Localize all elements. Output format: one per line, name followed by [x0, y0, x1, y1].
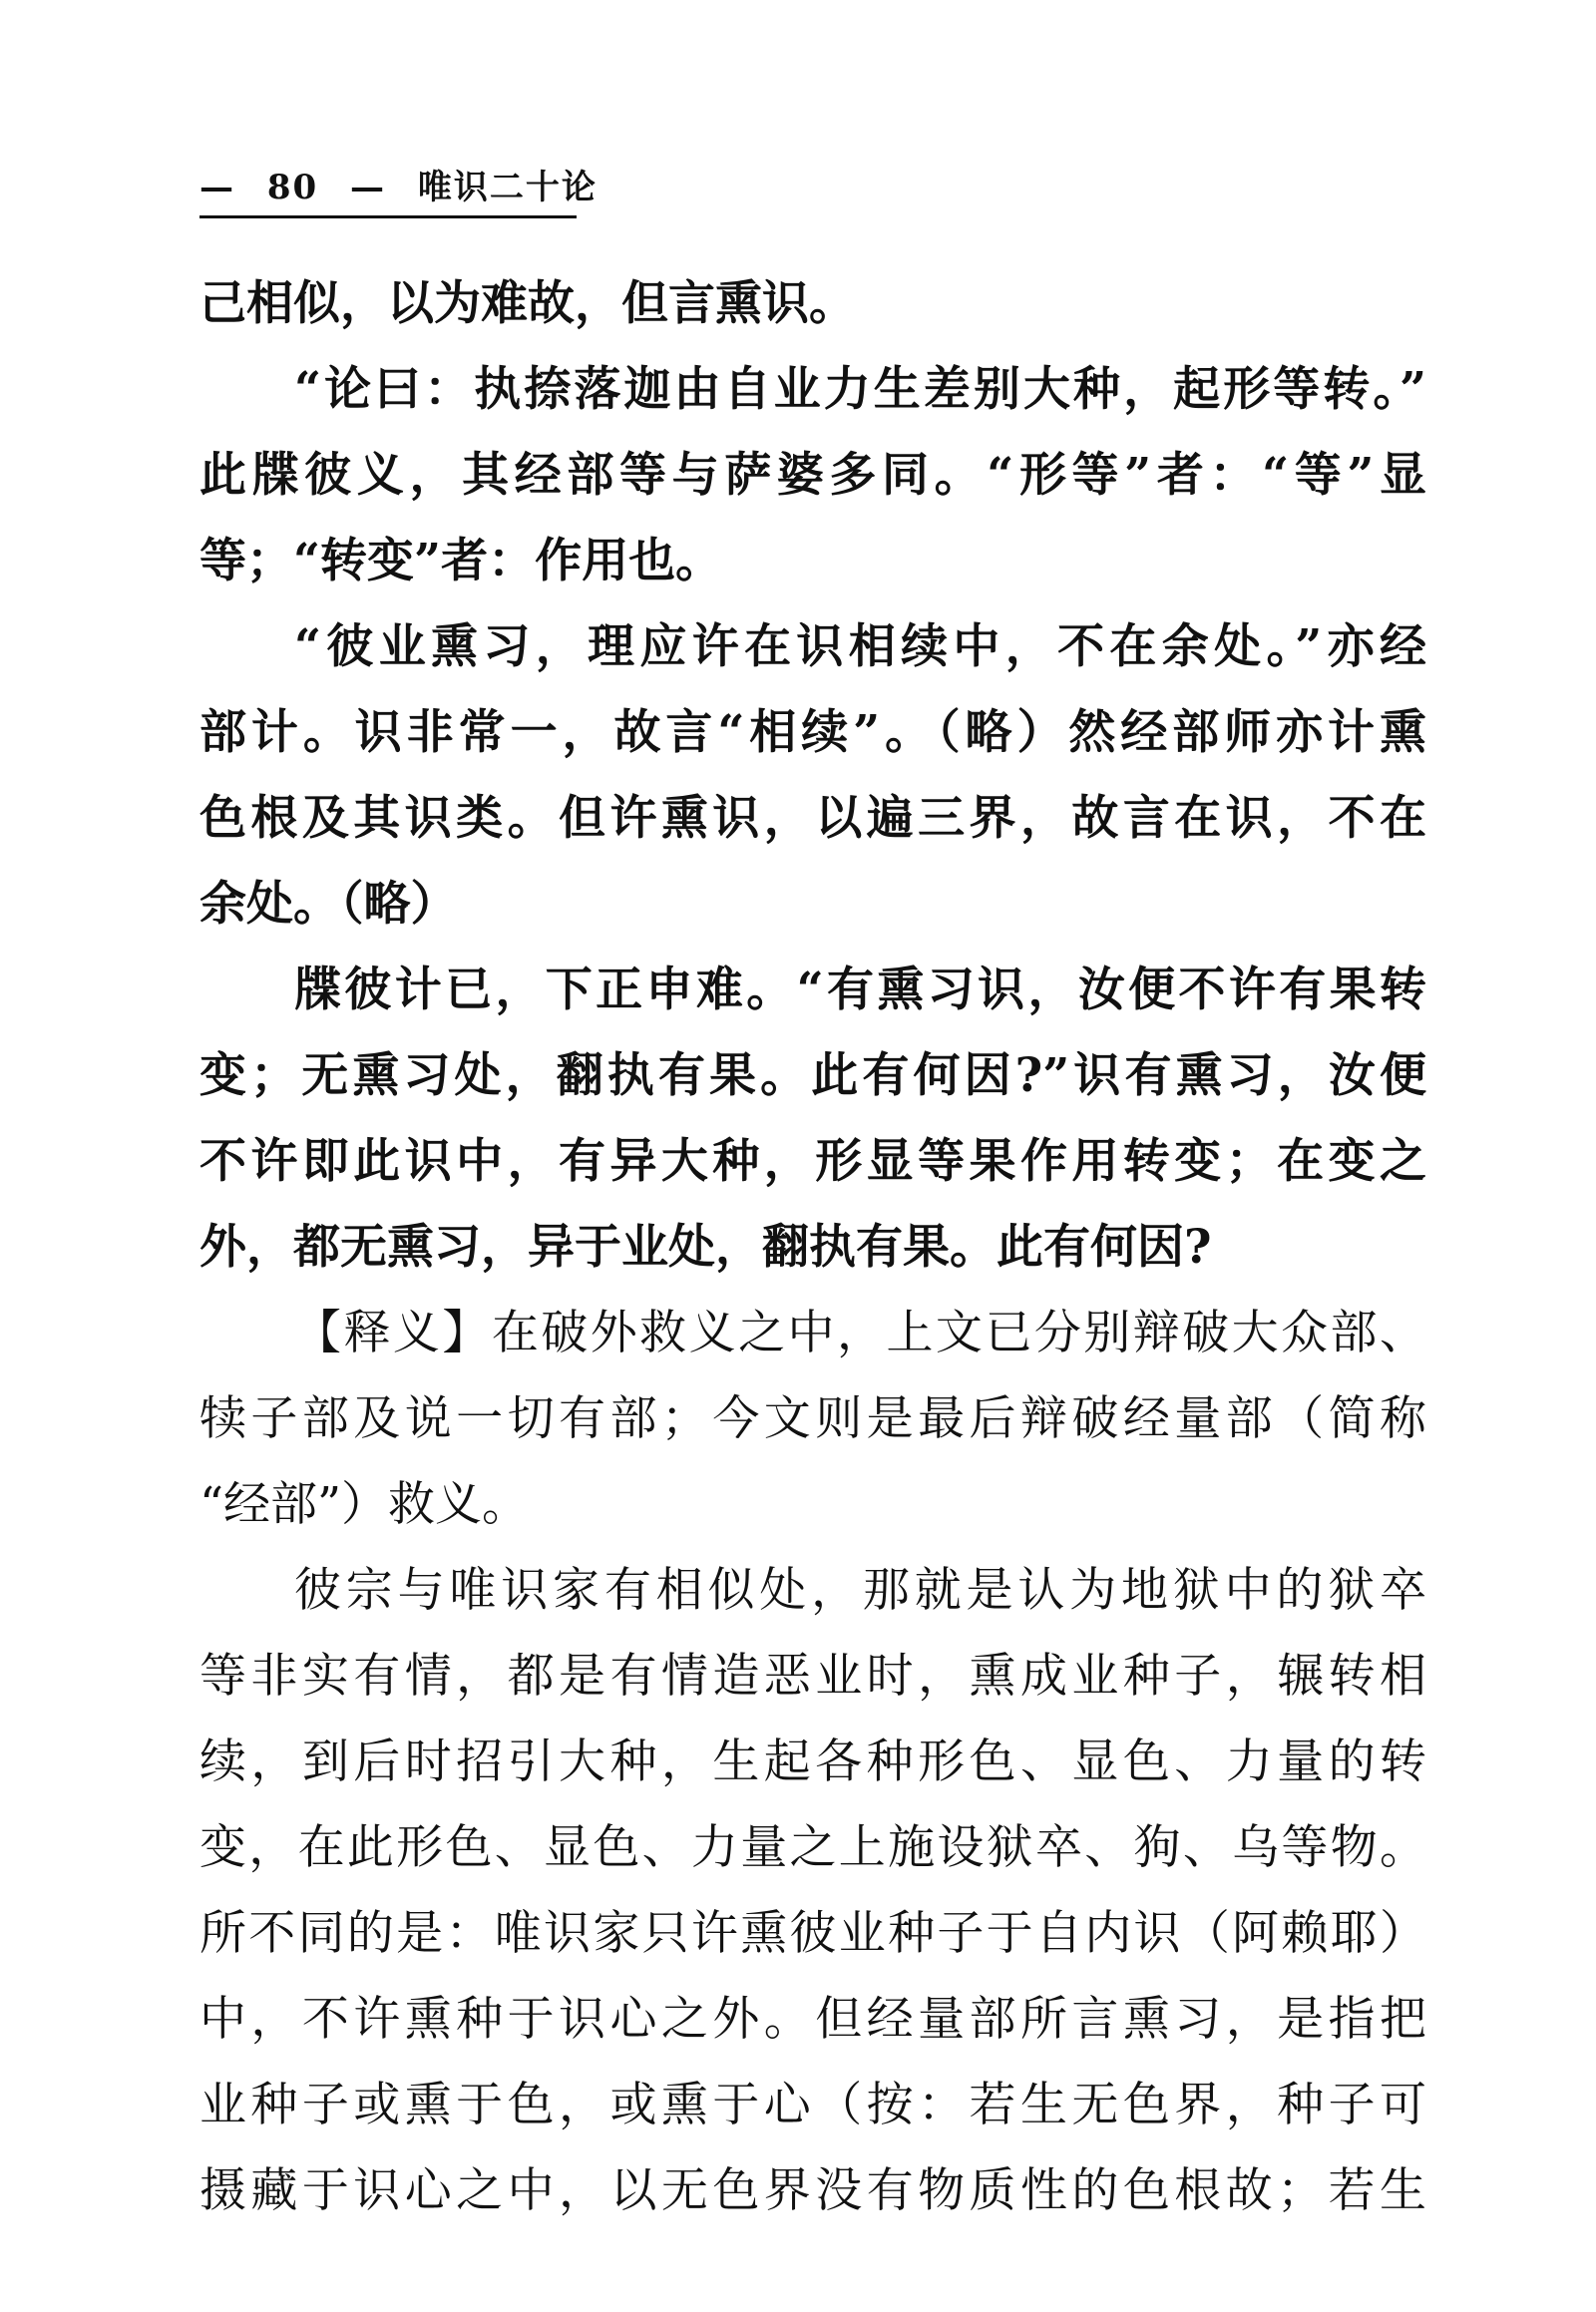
- text-line: 等非实有情，都是有情造恶业时，熏成业种子，辗转相: [200, 1649, 1426, 1704]
- text-line: “彼业熏习，理应许在识相续中，不在余处。”亦经: [294, 619, 1426, 674]
- text-line: 己相似，以为难故，但言熏识。: [200, 276, 856, 331]
- text-line: 不许即此识中，有异大种，形显等果作用转变；在变之: [200, 1134, 1426, 1189]
- text-line: 等；“转变”者：作用也。: [200, 534, 723, 588]
- text-line: 此牒彼义，其经部等与萨婆多同。“形等”者：“等”显: [200, 448, 1426, 503]
- text-line: 色根及其识类。但许熏识，以遍三界，故言在识，不在: [200, 791, 1426, 846]
- page-number: 80: [266, 168, 319, 207]
- book-title: 唯识二十论: [417, 168, 598, 207]
- text-line: 犊子部及说一切有部；今文则是最后辩破经量部（简称: [200, 1391, 1426, 1446]
- text-line: 牒彼计已，下正申难。“有熏习识，汝便不许有果转: [294, 963, 1426, 1017]
- header-dash-left: —: [200, 168, 235, 207]
- text-line: 外，都无熏习，异于业处，翻执有果。此有何因?: [200, 1220, 1212, 1275]
- text-line: 所不同的是：唯识家只许熏彼业种子于自内识（阿赖耶）: [200, 1906, 1426, 1961]
- text-line: 续，到后时招引大种，生起各种形色、显色、力量的转: [200, 1734, 1426, 1789]
- running-header: [200, 160, 598, 211]
- text-line: 摄藏于识心之中，以无色界没有物质性的色根故；若生: [200, 2163, 1426, 2218]
- text-line: 彼宗与唯识家有相似处，那就是认为地狱中的狱卒: [294, 1563, 1426, 1618]
- text-line: 部计。识非常一，故言“相续”。（略）然经部师亦计熏: [200, 705, 1426, 760]
- text-line: 变，在此形色、显色、力量之上施设狱卒、狗、乌等物。: [200, 1820, 1426, 1875]
- text-line: 余处。（略）: [200, 877, 458, 932]
- text-line: 【释义】在破外救义之中，上文已分别辩破大众部、: [294, 1306, 1426, 1360]
- text-line: “论曰：执捺落迦由自业力生差别大种，起形等转。”: [294, 362, 1426, 417]
- text-line: 业种子或熏于色，或熏于心（按：若生无色界，种子可: [200, 2078, 1426, 2132]
- text-line: 变；无熏习处，翻执有果。此有何因?”识有熏习，汝便: [200, 1048, 1426, 1103]
- text-line: 中，不许熏种于识心之外。但经量部所言熏习，是指把: [200, 1992, 1426, 2047]
- text-line: “经部”）救义。: [200, 1477, 530, 1532]
- header-rule: [200, 215, 577, 218]
- header-dash-right: —: [350, 168, 387, 207]
